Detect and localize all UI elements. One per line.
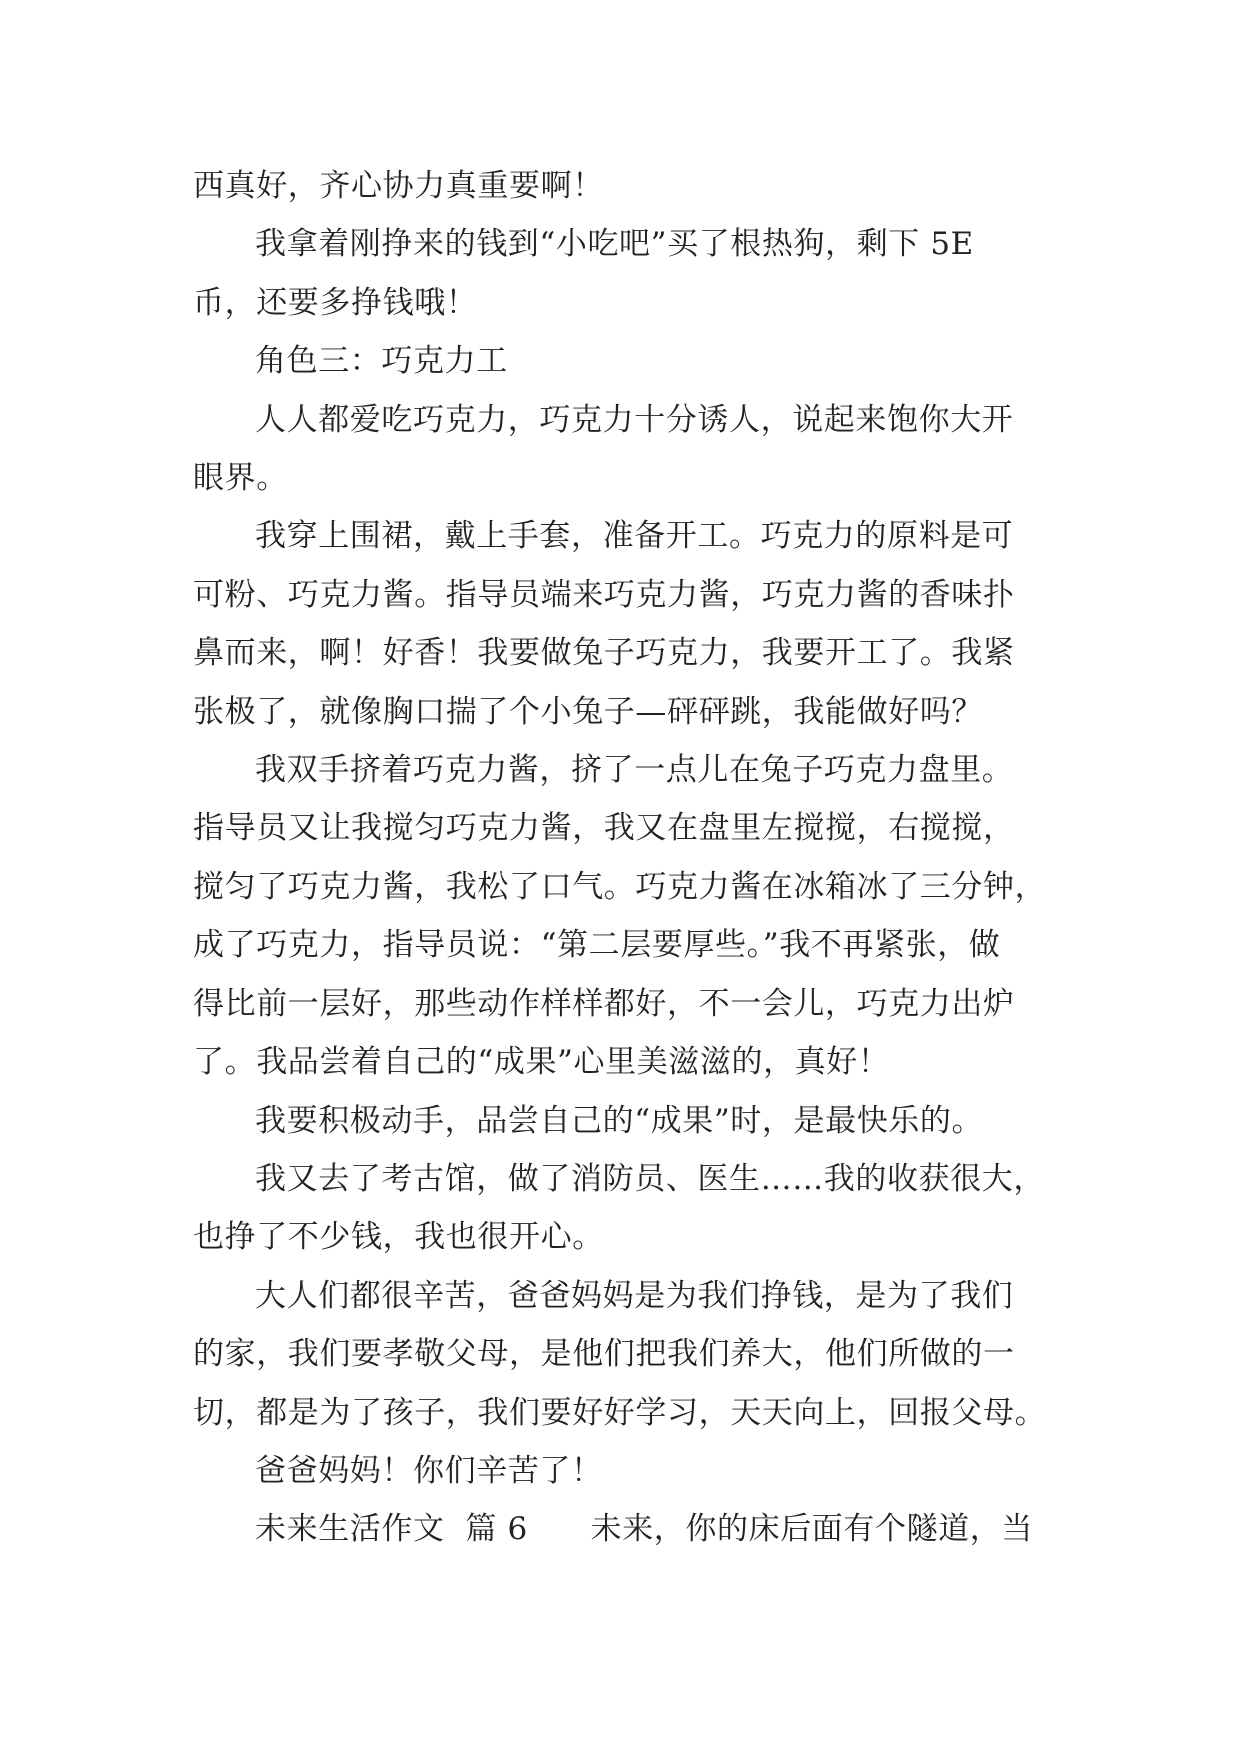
text-line: 我穿上围裙，戴上手套，准备开工。巧克力的原料是可 — [255, 518, 1014, 555]
text-line: 切，都是为了孩子，我们要好好学习，天天向上，回报父母。 — [193, 1394, 1047, 1431]
text-line: 可粉、巧克力酱。指导员端来巧克力酱，巧克力酱的香味扑 — [193, 576, 1015, 613]
text-line: 币，还要多挣钱哦！ — [193, 284, 478, 321]
text-line: 眼界。 — [193, 460, 288, 497]
text-line: 得比前一层好，那些动作样样都好，不一会儿，巧克力出炉 — [193, 985, 1015, 1022]
text-line: 我拿着刚挣来的钱到“小吃吧”买了根热狗，剩下 5E — [255, 226, 974, 263]
text-line: 鼻而来，啊！好香！我要做兔子巧克力，我要开工了。我紧 — [193, 635, 1015, 672]
text-line: 我双手挤着巧克力酱，挤了一点儿在兔子巧克力盘里。 — [255, 752, 1014, 789]
document-body — [193, 157, 1073, 1559]
text-line: 西真好，齐心协力真重要啊！ — [193, 168, 604, 204]
text-line: 也挣了不少钱，我也很开心。 — [193, 1219, 604, 1256]
section-heading: 未来生活作文 篇 6 未来，你的床后面有个隧道，当 — [255, 1511, 1034, 1548]
text-line: 了。我品尝着自己的“成果”心里美滋滋的，真好！ — [193, 1044, 890, 1081]
text-line: 搅匀了巧克力酱，我松了口气。巧克力酱在冰箱冰了三分钟， — [193, 868, 1047, 905]
text-line: 张极了，就像胸口揣了个小兔子—砰砰跳，我能做好吗？ — [193, 693, 983, 730]
text-line: 我要积极动手，品尝自己的“成果”时，是最快乐的。 — [255, 1102, 984, 1139]
section-heading: 角色三：巧克力工 — [255, 343, 508, 380]
text-line: 的家，我们要孝敬父母，是他们把我们养大，他们所做的一 — [193, 1336, 1015, 1373]
text-line: 爸爸妈妈！你们辛苦了！ — [255, 1452, 603, 1489]
text-line: 指导员又让我搅匀巧克力酱，我又在盘里左搅搅，右搅搅， — [193, 810, 1015, 847]
text-line: 我又去了考古馆，做了消防员、医生……我的收获很大， — [255, 1160, 1045, 1197]
text-line: 大人们都很辛苦，爸爸妈妈是为我们挣钱，是为了我们 — [255, 1277, 1014, 1314]
text-line: 成了巧克力，指导员说：“第二层要厚些。”我不再紧张，做 — [193, 927, 1001, 964]
text-line: 人人都爱吃巧克力，巧克力十分诱人，说起来饱你大开 — [255, 401, 1014, 438]
